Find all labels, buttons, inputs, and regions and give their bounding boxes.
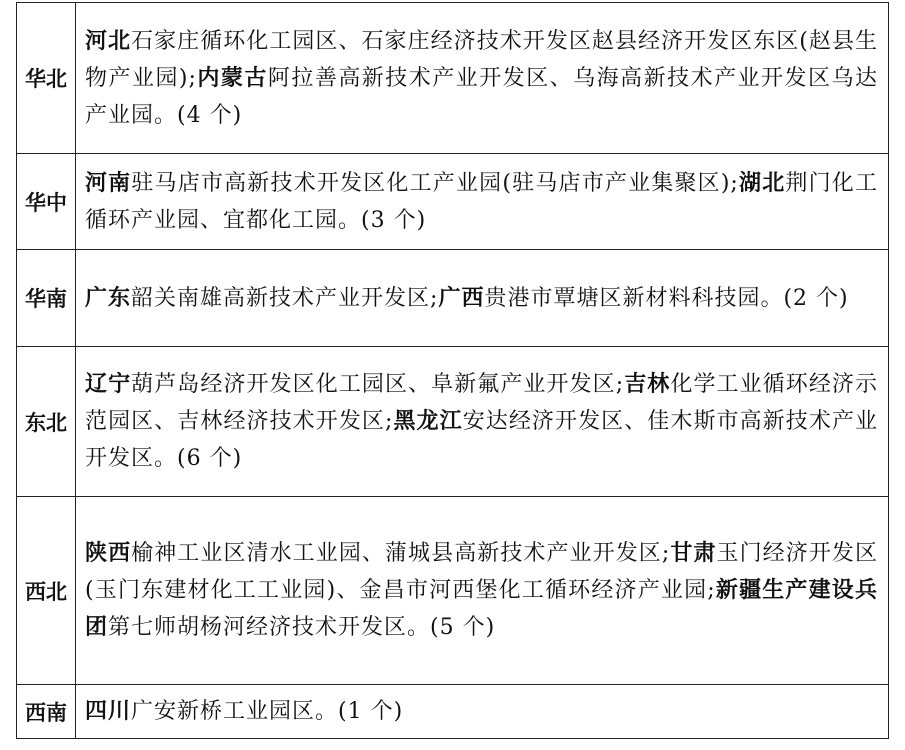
province-name: 广西 [438, 284, 485, 311]
province-name: 吉林 [624, 371, 671, 397]
region-label: 华北 [17, 3, 76, 154]
park-list-text: 荆门化工循环产业园、宜都化工园。(3 个) [85, 170, 878, 233]
table-row [17, 347, 889, 497]
province-name: 四川 [85, 698, 132, 724]
park-list-text: 广安新桥工业园区。(1 个) [131, 699, 404, 724]
province-name: 湖北 [738, 169, 786, 196]
table-row [17, 685, 889, 739]
park-list-text: 化学工业循环经济示范园区、吉林经济技术开发区; [85, 372, 878, 434]
industrial-parks-table [16, 2, 889, 739]
table-row [17, 3, 889, 154]
region-label: 东北 [17, 347, 76, 497]
region-content [76, 685, 889, 739]
region-content [76, 250, 889, 347]
region-content [76, 497, 889, 685]
region-content [76, 3, 889, 154]
province-name: 河北 [85, 27, 132, 54]
table-row [17, 154, 889, 250]
table-row [17, 250, 889, 347]
park-list-text: 葫芦岛经济开发区化工园区、阜新氟产业开发区; [131, 372, 625, 397]
park-list-text: 榆神工业区清水工业园、蒲城县高新技术产业开发区; [131, 541, 671, 566]
park-list-text: 驻马店市高新技术开发区化工产业园(驻马店市产业集聚区); [131, 170, 739, 196]
region-content [76, 154, 889, 250]
region-content [76, 347, 889, 497]
province-name: 黑龙江 [393, 408, 463, 434]
table-row [17, 497, 889, 685]
region-label: 西北 [17, 497, 76, 685]
park-list-text: 安达经济开发区、佳木斯市高新技术产业开发区。(6 个) [85, 409, 878, 471]
park-list-text: 韶关南雄高新技术产业开发区; [131, 285, 439, 311]
region-label: 西南 [17, 685, 76, 739]
province-name: 新疆生产建设兵团 [85, 577, 878, 640]
park-list-text: 第七师胡杨河经济技术开发区。(5 个) [108, 615, 496, 640]
park-list-text: 贵港市覃塘区新材料科技园。(2 个) [484, 285, 849, 311]
province-name: 内蒙古 [196, 64, 268, 91]
park-list-text: 玉门经济开发区(玉门东建材化工工业园)、金昌市河西堡化工循环经济产业园; [85, 541, 878, 603]
province-name: 广东 [85, 284, 132, 311]
park-list-text: 石家庄循环化工园区、石家庄经济技术开发区赵县经济开发区东区(赵县生物产业园); [85, 28, 878, 91]
region-label: 华南 [17, 250, 76, 347]
region-label: 华中 [17, 154, 76, 250]
park-list-text: 阿拉善高新技术产业开发区、乌海高新技术产业开发区乌达产业园。(4 个) [85, 65, 878, 128]
province-name: 甘肃 [670, 540, 717, 566]
province-name: 河南 [85, 169, 132, 196]
province-name: 辽宁 [85, 371, 132, 397]
province-name: 陕西 [85, 540, 132, 566]
